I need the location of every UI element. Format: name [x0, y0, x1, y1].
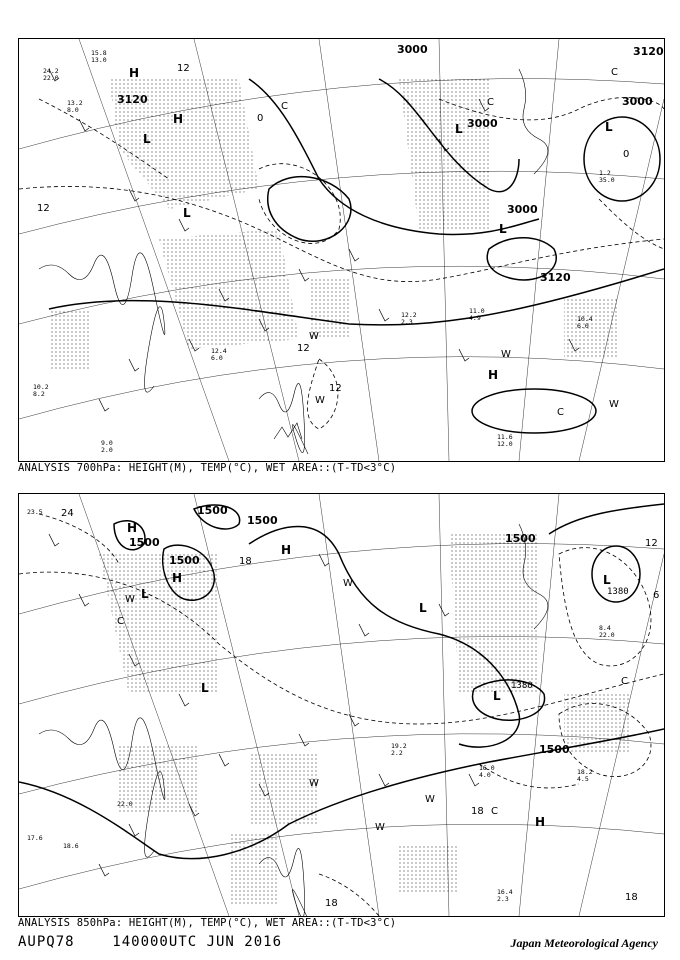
chart-identifier: AUPQ78 140000UTC JUN 2016 [18, 934, 283, 950]
temp-label: 0 [623, 149, 630, 160]
station-value: 2.0 [101, 446, 113, 454]
station-value: 2.2 [391, 749, 403, 757]
warm-center: W [125, 594, 135, 605]
height-label: 1380 [607, 587, 629, 597]
station-value: 10.2 [33, 383, 49, 391]
station-value: 13.0 [91, 56, 107, 64]
warm-center: W [375, 822, 385, 833]
caption-700hpa: ANALYSIS 700hPa: HEIGHT(M), TEMP(°C), WET AREA::(T-TD<3°C) [18, 462, 397, 474]
height-label: 1500 [197, 504, 228, 517]
high-center: H [172, 571, 183, 585]
temp-label: 6 [653, 590, 660, 601]
station-value: 19.2 [391, 742, 407, 750]
map-850hpa [19, 494, 664, 916]
station-value: 22.0 [599, 631, 615, 639]
station-value: 2.3 [497, 895, 509, 903]
height-label: 3000 [622, 95, 653, 108]
temp-label: 12 [297, 343, 310, 354]
station-value: 11.0 [469, 307, 485, 315]
height-label: 1500 [129, 536, 160, 549]
height-label: 1500 [247, 514, 278, 527]
station-value: 12.0 [497, 440, 513, 448]
station-value: 17.6 [27, 834, 43, 842]
chart-700hpa [18, 38, 665, 462]
low-center: L [201, 681, 209, 695]
warm-center: W [343, 578, 353, 589]
height-label: 3120 [540, 271, 571, 284]
cold-center: C [621, 676, 628, 687]
low-center: L [603, 573, 611, 587]
station-value: 23.5 [27, 508, 43, 516]
station-value: 22.0 [43, 74, 59, 82]
temp-label: 12 [37, 203, 50, 214]
low-center: L [419, 601, 427, 615]
station-value: 12.4 [211, 347, 227, 355]
height-label: 3120 [117, 93, 148, 106]
height-label: 1380 [511, 681, 533, 691]
station-value: 4.0 [479, 771, 491, 779]
low-center: L [143, 132, 151, 146]
station-value: 12.2 [401, 311, 417, 319]
map-700hpa [19, 39, 664, 461]
warm-center: W [309, 778, 319, 789]
temp-label: 18 [325, 898, 338, 909]
high-center: H [129, 66, 140, 80]
station-value: 11.6 [497, 433, 513, 441]
temp-label: 18 [625, 892, 638, 903]
low-center: L [455, 122, 463, 136]
wet-areas [49, 79, 619, 369]
low-center: L [183, 206, 191, 220]
low-center: L [605, 120, 613, 134]
high-center: H [535, 815, 546, 829]
station-value: 4.5 [577, 775, 589, 783]
station-value: 8.4 [599, 624, 611, 632]
high-center: H [488, 368, 499, 382]
station-value: 6.0 [577, 322, 589, 330]
cold-center: C [491, 806, 498, 817]
height-label: 3000 [507, 203, 538, 216]
cold-center: C [487, 97, 494, 108]
cold-center: C [117, 616, 124, 627]
station-value: 24.2 [43, 67, 59, 75]
temp-label: 18 [239, 556, 252, 567]
agency-name: Japan Meteorological Agency [510, 936, 658, 950]
station-value: 18.6 [63, 842, 79, 850]
temp-label: 12 [177, 63, 190, 74]
height-label: 1500 [505, 532, 536, 545]
warm-center: W [315, 395, 325, 406]
station-value: 8.0 [67, 106, 79, 114]
low-center: L [141, 587, 149, 601]
isotherms [19, 97, 664, 429]
caption-850hpa: ANALYSIS 850hPa: HEIGHT(M), TEMP(°C), WET AREA::(T-TD<3°C) [18, 917, 397, 929]
low-center: L [499, 222, 507, 236]
wet-areas [99, 534, 629, 904]
station-value: 13.2 [67, 99, 83, 107]
temp-label: 0 [257, 113, 264, 124]
low-center: L [493, 689, 501, 703]
station-value: 16.4 [497, 888, 513, 896]
station-value: 10.4 [577, 315, 593, 323]
high-center: H [281, 543, 292, 557]
station-value: 2.3 [401, 318, 413, 326]
station-value: 15.8 [91, 49, 107, 57]
cold-center: C [557, 407, 564, 418]
station-value: 18.2 [577, 768, 593, 776]
station-value: 9.0 [101, 439, 113, 447]
station-value: 35.0 [599, 176, 615, 184]
station-value: 4.9 [469, 314, 481, 322]
temp-label: 24 [61, 508, 74, 519]
chart-850hpa [18, 493, 665, 917]
warm-center: W [501, 349, 511, 360]
height-label: 1500 [169, 554, 200, 567]
station-value: 6.0 [211, 354, 223, 362]
temp-label: 18 [471, 806, 484, 817]
height-label: 3120 [633, 45, 664, 58]
warm-center: W [425, 794, 435, 805]
station-value: 22.0 [117, 800, 133, 808]
height-label: 1500 [539, 743, 570, 756]
height-label: 3000 [467, 117, 498, 130]
temp-label: 12 [329, 383, 342, 394]
warm-center: W [309, 331, 319, 342]
temp-label: 12 [645, 538, 658, 549]
warm-center: W [609, 399, 619, 410]
cold-center: C [281, 101, 288, 112]
high-center: H [127, 521, 138, 535]
station-value: 8.2 [33, 390, 45, 398]
station-value: 16.0 [479, 764, 495, 772]
height-label: 3000 [397, 43, 428, 56]
cold-center: C [611, 67, 618, 78]
high-center: H [173, 112, 184, 126]
station-value: 1.2 [599, 169, 611, 177]
